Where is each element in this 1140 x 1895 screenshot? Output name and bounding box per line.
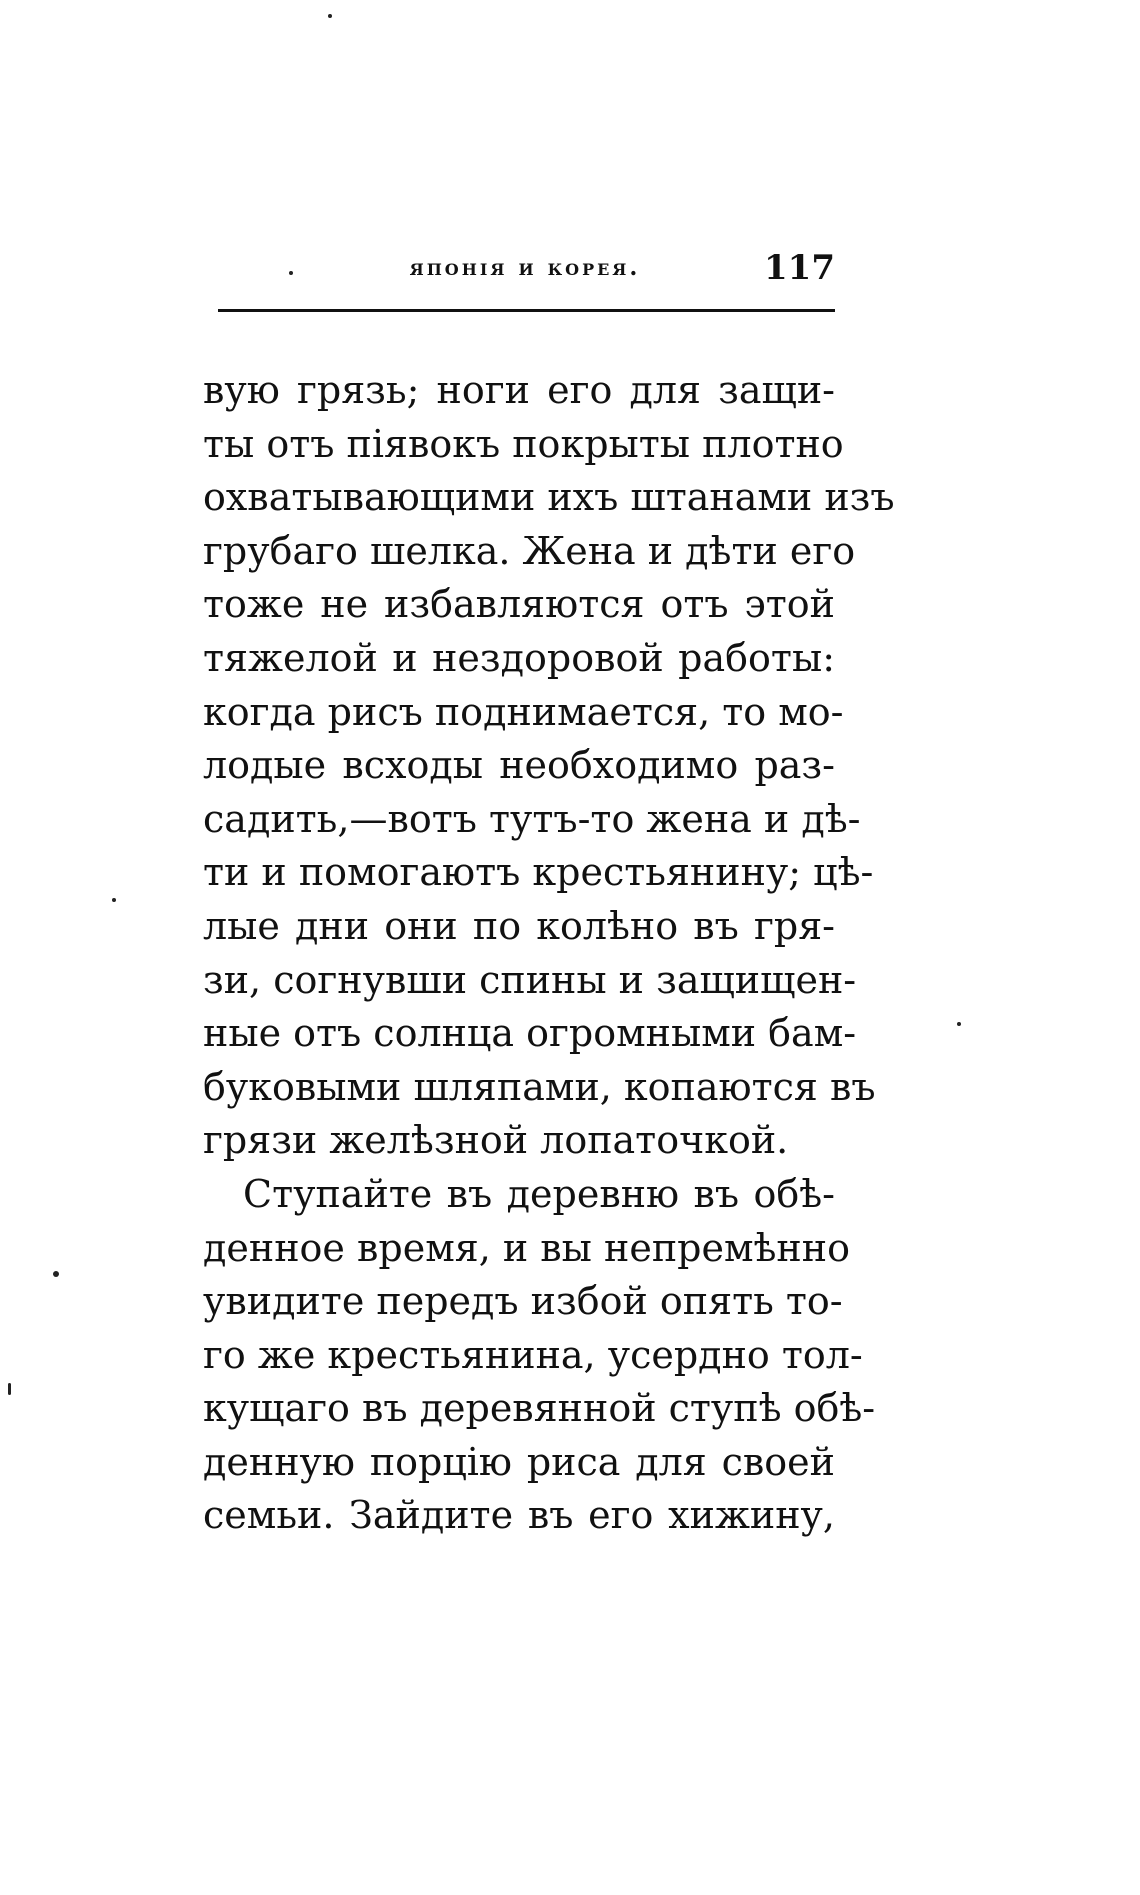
text-line: денное время, и вы непремѣнно [203,1225,850,1270]
text-line: зи, согнувши спины и защищен- [203,957,857,1002]
scan-speck [53,1271,59,1277]
text-line: Ступайте въ деревню въ обѣ- [243,1171,835,1216]
running-title: японія и корея. [409,254,641,281]
running-head [215,248,835,288]
text-line: лодые всходы необходимо раз- [203,743,835,788]
text-line: охватывающими ихъ штанами изъ [203,475,895,520]
paragraph-1 [203,364,895,1168]
text-line: грубаго шелка. Жена и дѣти его [203,528,856,573]
scan-speck [289,271,293,275]
scan-speck [8,1383,11,1395]
body-text [203,364,895,1543]
text-line: вую грязь; ноги его для защи- [203,368,835,412]
text-line: кущаго въ деревянной ступѣ обѣ- [203,1386,876,1431]
text-line: буковыми шляпами, копаются въ [203,1064,876,1109]
text-line: тяжелой и нездоровой работы: [203,635,835,680]
text-line: денную порцію риса для своей [203,1439,835,1484]
text-line: ти и помогаютъ крестьянину; цѣ- [203,850,874,895]
scan-speck [957,1022,961,1026]
scan-speck [328,14,332,18]
scan-speck [112,898,116,902]
text-line: садить,—вотъ тутъ-то жена и дѣ- [203,796,861,841]
paragraph-2 [203,1168,876,1543]
text-line: ные отъ солнца огромными бам- [203,1011,857,1056]
text-line: тоже не избавляются отъ этой [203,582,835,627]
text-line: ты отъ піявокъ покрыты плотно [203,421,844,466]
text-line: лые дни они по колѣно въ гря- [203,903,835,948]
text-line: увидите передъ избой опять то- [203,1279,843,1324]
header-rule [218,309,835,312]
text-line: когда рисъ поднимается, то мо- [203,689,844,734]
text-line: грязи желѣзной лопаточкой. [203,1118,789,1163]
page-number: 117 [764,248,835,288]
text-line: семьи. Зайдите въ его хижину, [203,1493,835,1538]
text-line: го же крестьянина, усердно тол- [203,1332,863,1377]
